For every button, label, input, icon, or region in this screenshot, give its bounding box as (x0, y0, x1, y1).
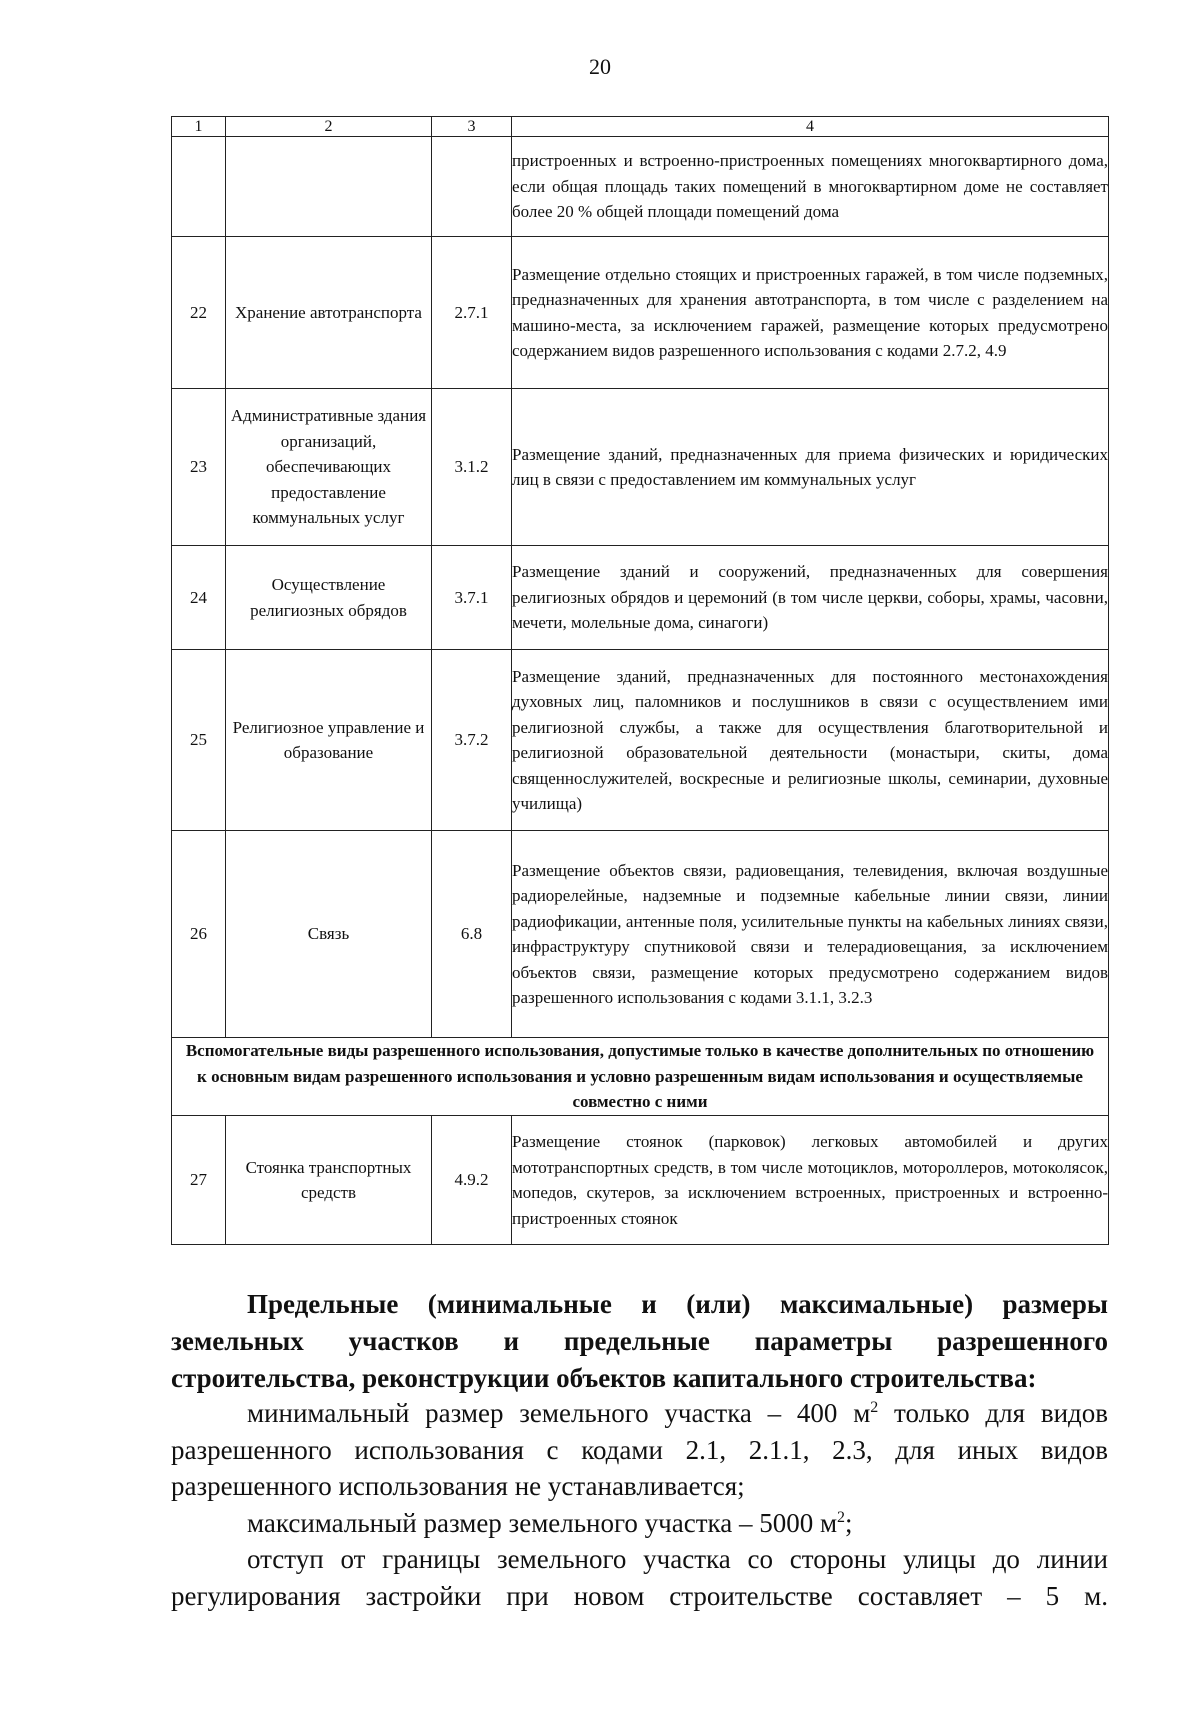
section-body (171, 1395, 1108, 1614)
header-col-4: 4 (512, 117, 1109, 137)
use-description: пристроенных и встроенно-пристроенных помещениях многоквартирного дома, если общая площадь таких помещений в многоквартирном доме не составляет более 20 % общей площади помещений дома (512, 137, 1109, 237)
row-number: 26 (172, 831, 226, 1038)
section-heading-line: Предельные (минимальные и (или) максимальные) размеры (247, 1289, 1108, 1319)
use-code: 3.7.2 (432, 650, 512, 831)
table-row (172, 650, 1109, 831)
table-row (172, 237, 1109, 389)
table-row (172, 137, 1109, 237)
page-number: 20 (589, 54, 611, 79)
header-col-1: 1 (172, 117, 226, 137)
use-code: 2.7.1 (432, 237, 512, 389)
paragraph-text: только для видов разрешенного использования с кодами 2.1, 2.1.1, 2.3, для иных видов разрешенного использования не устанавливается; (171, 1398, 1109, 1501)
use-description: Размещение отдельно стоящих и пристроенных гаражей, в том числе подземных, предназначенных для хранения автотранспорта, в том числе с разделением на машино-места, за исключением гаражей, размещение которых предусмотрено содержанием видов разрешенного использования с кодами 2.7.2, 4.9 (512, 237, 1109, 389)
use-description: Размещение зданий, предназначенных для приема физических и юридических лиц в связи с предоставлением им коммунальных услуг (512, 389, 1109, 546)
superscript: 2 (837, 1508, 846, 1526)
use-name: Административные здания организаций, обеспечивающих предоставление коммунальных услуг (226, 389, 432, 546)
row-number (172, 137, 226, 237)
table-row (172, 1116, 1109, 1245)
table-row (172, 546, 1109, 650)
use-code: 3.1.2 (432, 389, 512, 546)
use-name: Хранение автотранспорта (226, 237, 432, 389)
use-name: Стоянка транспортных средств (226, 1116, 432, 1245)
land-use-table (171, 116, 1109, 1245)
table-header-row (172, 117, 1109, 137)
use-description: Размещение зданий и сооружений, предназначенных для совершения религиозных обрядов и церемоний (в том числе церкви, соборы, храмы, часовни, мечети, молельные дома, синагоги) (512, 546, 1109, 650)
auxiliary-uses-heading-row (172, 1038, 1109, 1116)
header-col-2: 2 (226, 117, 432, 137)
section-heading (171, 1286, 1108, 1397)
table-row (172, 389, 1109, 546)
use-code: 3.7.1 (432, 546, 512, 650)
row-number: 27 (172, 1116, 226, 1245)
max-plot-size-paragraph (171, 1505, 1108, 1542)
use-name (226, 137, 432, 237)
min-plot-size-paragraph (171, 1395, 1108, 1505)
paragraph-text: ; (845, 1507, 853, 1538)
section-heading-line: строительства, реконструкции объектов капитального строительства: (171, 1363, 1037, 1393)
section-heading-line: земельных участков и предельные параметры разрешенного (171, 1326, 1108, 1356)
row-number: 22 (172, 237, 226, 389)
use-name: Связь (226, 831, 432, 1038)
auxiliary-uses-heading: Вспомогательные виды разрешенного использования, допустимые только в качестве дополнительных по отношению к основным видам разрешенного использования и условно разрешенным видам использования и осуществляемые совместно с ними (172, 1038, 1109, 1116)
paragraph-text: минимальный размер земельного участка – 400 м (247, 1398, 871, 1428)
use-description: Размещение стоянок (парковок) легковых автомобилей и других мототранспортных средств, в том числе мотоциклов, мотороллеров, мотоколясок, мопедов, скутеров, за исключением встроенных, пристроенных и встроенно-пристроенных стоянок (512, 1116, 1109, 1245)
use-description: Размещение зданий, предназначенных для постоянного местонахождения духовных лиц, паломников и послушников в связи с осуществлением ими религиозной службы, а также для осуществления благотворительной и религиозной образовательной деятельности (монастыри, скиты, дома священнослужителей, воскресные и религиозные школы, семинарии, духовные училища) (512, 650, 1109, 831)
row-number: 23 (172, 389, 226, 546)
use-code: 6.8 (432, 831, 512, 1038)
header-col-3: 3 (432, 117, 512, 137)
row-number: 25 (172, 650, 226, 831)
use-code (432, 137, 512, 237)
use-name: Религиозное управление и образование (226, 650, 432, 831)
use-code: 4.9.2 (432, 1116, 512, 1245)
setback-paragraph: отступ от границы земельного участка со стороны улицы до линии регулирования застройки при новом строительстве составляет – 5 м. (171, 1544, 1108, 1611)
paragraph-text: максимальный размер земельного участка – 5000 м (247, 1507, 838, 1538)
row-number: 24 (172, 546, 226, 650)
superscript: 2 (870, 1399, 879, 1416)
use-name: Осуществление религиозных обрядов (226, 546, 432, 650)
use-description: Размещение объектов связи, радиовещания, телевидения, включая воздушные радиорелейные, надземные и подземные кабельные линии связи, линии радиофикации, антенные поля, усилительные пункты на кабельных линиях связи, инфраструктуру спутниковой связи и телерадиовещания, за исключением объектов связи, размещение которых предусмотрено содержанием видов разрешенного использования с кодами 3.1.1, 3.2.3 (512, 831, 1109, 1038)
table-row (172, 831, 1109, 1038)
